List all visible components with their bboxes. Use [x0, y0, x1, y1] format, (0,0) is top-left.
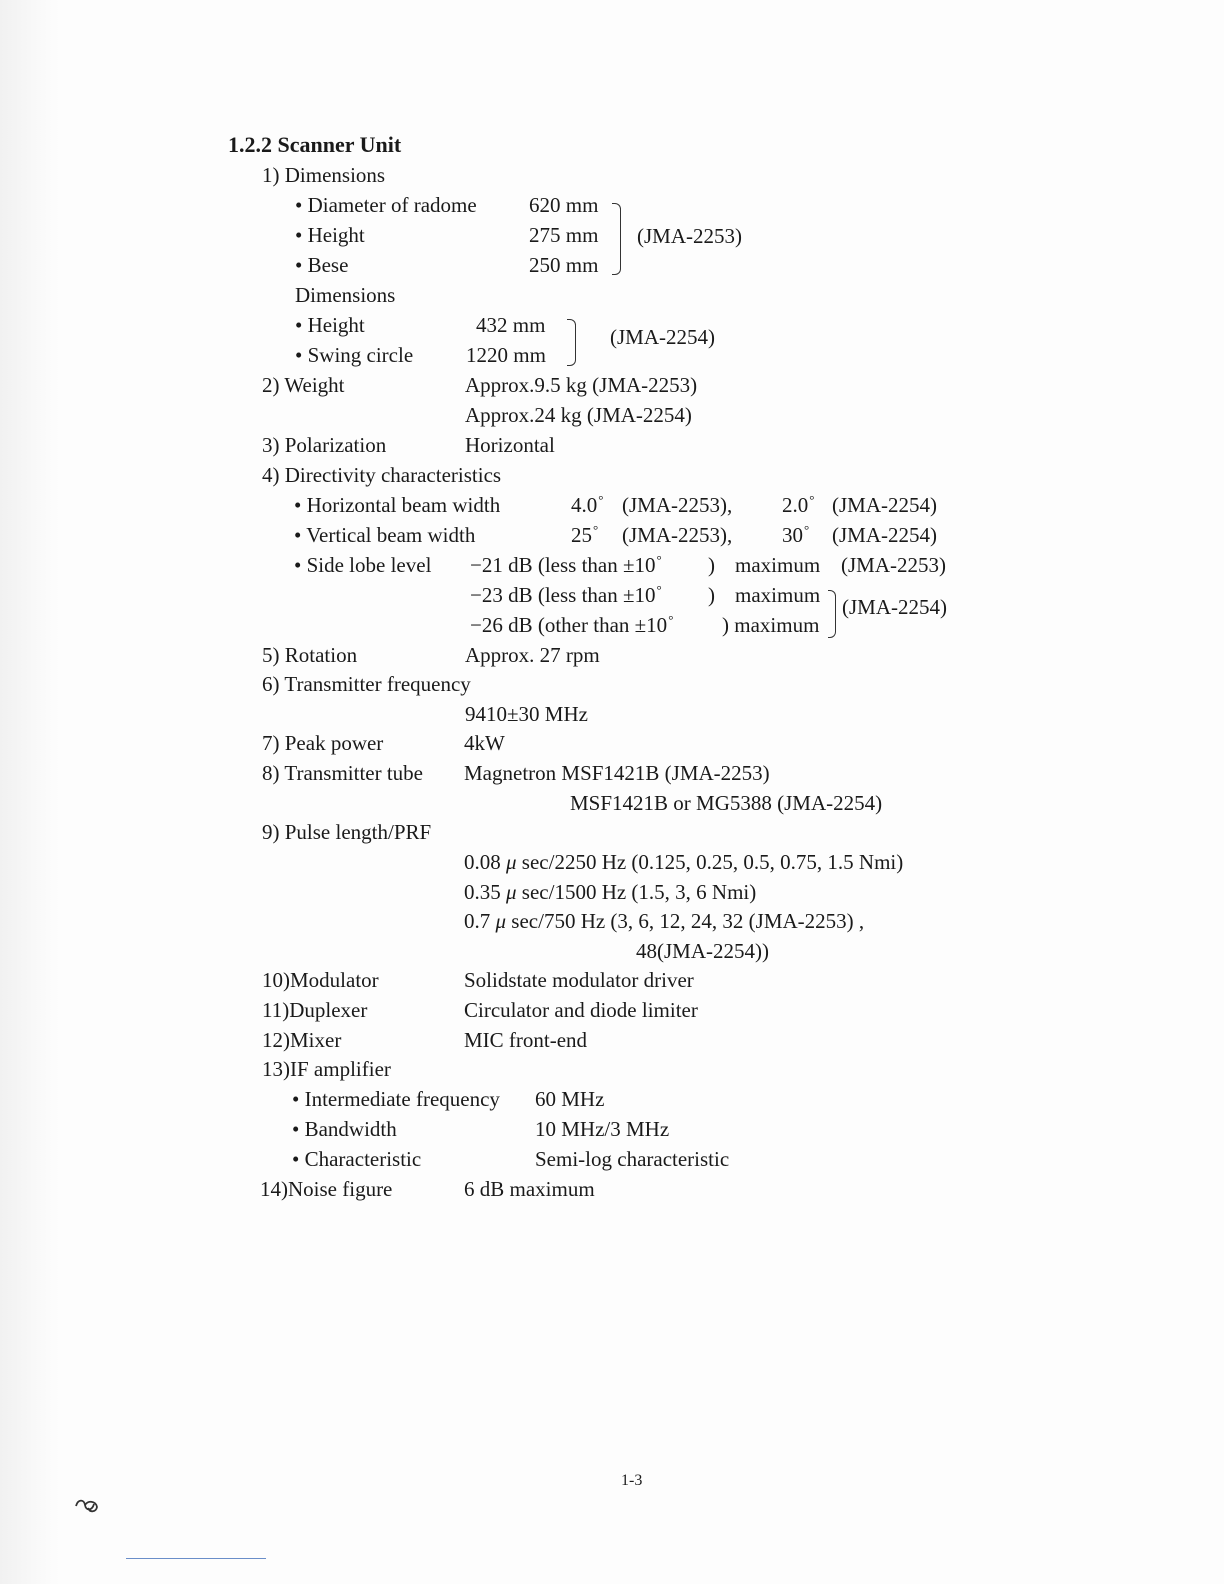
vbw-model-1: (JMA-2253), — [622, 523, 733, 547]
noise-figure-label: 14)Noise figure — [260, 1177, 393, 1201]
sll-line-3-max: ) maximum — [722, 613, 820, 637]
sll-label: • Side lobe level — [294, 553, 432, 577]
modulator-label: 10)Modulator — [262, 968, 379, 992]
polarization-value: Horizontal — [465, 433, 555, 457]
sll-line-1-model: (JMA-2253) — [841, 553, 946, 577]
dimensions-label: 1) Dimensions — [262, 163, 386, 187]
pulse-line-4: 48(JMA-2254)) — [636, 939, 769, 963]
frequency-label: 6) Transmitter frequency — [262, 672, 471, 696]
pulse-line-1: 0.08 μ sec/2250 Hz (0.125, 0.25, 0.5, 0.75, 1.5 Nmi) — [464, 850, 904, 874]
hbw-value-2: 2.0° — [782, 492, 815, 517]
tube-value-1: Magnetron MSF1421B (JMA-2253) — [464, 761, 770, 785]
if-freq-value: 60 MHz — [535, 1087, 605, 1111]
if-freq-label: • Intermediate frequency — [292, 1087, 500, 1111]
tube-value-2: MSF1421B or MG5388 (JMA-2254) — [570, 791, 883, 815]
page-scan-edge — [0, 0, 60, 1584]
scribble-mark-icon — [74, 1496, 100, 1522]
sll-line-1: −21 dB (less than ±10° — [470, 552, 662, 577]
weight-label: 2) Weight — [262, 373, 345, 397]
sll-line-2: −23 dB (less than ±10° — [470, 582, 662, 607]
frequency-value: 9410±30 MHz — [465, 702, 588, 726]
sll-line-3: −26 dB (other than ±10° — [470, 612, 674, 637]
group1-model: (JMA-2253) — [637, 224, 742, 248]
noise-figure-value: 6 dB maximum — [464, 1177, 595, 1201]
dimensions2-label: Dimensions — [295, 283, 396, 307]
if-amp-label: 13)IF amplifier — [262, 1057, 391, 1081]
base-value: 250 mm — [529, 253, 599, 277]
bandwidth-label: • Bandwidth — [292, 1117, 397, 1141]
vbw-label: • Vertical beam width — [294, 523, 476, 547]
peak-power-label: 7) Peak power — [262, 731, 384, 755]
group2-model: (JMA-2254) — [610, 325, 715, 349]
tube-label: 8) Transmitter tube — [262, 761, 423, 785]
swing-value: 1220 mm — [466, 343, 546, 367]
group2-brace — [567, 319, 576, 366]
base-label: • Bese — [295, 253, 349, 277]
modulator-value: Solidstate modulator driver — [464, 968, 694, 992]
vbw-value-2: 30° — [782, 522, 810, 547]
weight-value-1: Approx.9.5 kg (JMA-2253) — [465, 373, 698, 397]
sll-line-2-max: maximum — [735, 583, 821, 607]
sll-line-1-max: maximum — [735, 553, 821, 577]
hbw-model-2: (JMA-2254) — [832, 493, 937, 517]
hbw-label: • Horizontal beam width — [294, 493, 501, 517]
peak-power-value: 4kW — [464, 731, 505, 755]
mixer-label: 12)Mixer — [262, 1028, 342, 1052]
hbw-model-1: (JMA-2253), — [622, 493, 733, 517]
vbw-model-2: (JMA-2254) — [832, 523, 937, 547]
mixer-value: MIC front-end — [464, 1028, 588, 1052]
sll-brace — [828, 590, 836, 638]
duplexer-value: Circulator and diode limiter — [464, 998, 698, 1022]
vbw-value-1: 25° — [571, 522, 599, 547]
polarization-label: 3) Polarization — [262, 433, 387, 457]
footer-rule — [126, 1558, 266, 1559]
height2-value: 432 mm — [476, 313, 546, 337]
bandwidth-value: 10 MHz/3 MHz — [535, 1117, 670, 1141]
rotation-value: Approx. 27 rpm — [465, 643, 600, 667]
rotation-label: 5) Rotation — [262, 643, 358, 667]
height-label: • Height — [295, 223, 365, 247]
weight-value-2: Approx.24 kg (JMA-2254) — [465, 403, 692, 427]
sll-line-1-close: ) — [708, 553, 715, 577]
sll-line-2-close: ) — [708, 583, 715, 607]
pulse-label: 9) Pulse length/PRF — [262, 820, 432, 844]
page-number: 1-3 — [621, 1472, 643, 1489]
group1-brace — [612, 203, 621, 275]
pulse-line-2: 0.35 μ sec/1500 Hz (1.5, 3, 6 Nmi) — [464, 880, 757, 904]
swing-label: • Swing circle — [295, 343, 414, 367]
characteristic-value: Semi-log characteristic — [535, 1147, 730, 1171]
directivity-label: 4) Directivity characteristics — [262, 463, 502, 487]
hbw-value-1: 4.0° — [571, 492, 604, 517]
radome-label: • Diameter of radome — [295, 193, 477, 217]
sll-model: (JMA-2254) — [842, 595, 947, 619]
duplexer-label: 11)Duplexer — [262, 998, 368, 1022]
height-value: 275 mm — [529, 223, 599, 247]
pulse-line-3: 0.7 μ sec/750 Hz (3, 6, 12, 24, 32 (JMA-2253) , — [464, 909, 865, 933]
section-title: 1.2.2 Scanner Unit — [228, 132, 402, 157]
height2-label: • Height — [295, 313, 365, 337]
radome-value: 620 mm — [529, 193, 599, 217]
characteristic-label: • Characteristic — [292, 1147, 422, 1171]
